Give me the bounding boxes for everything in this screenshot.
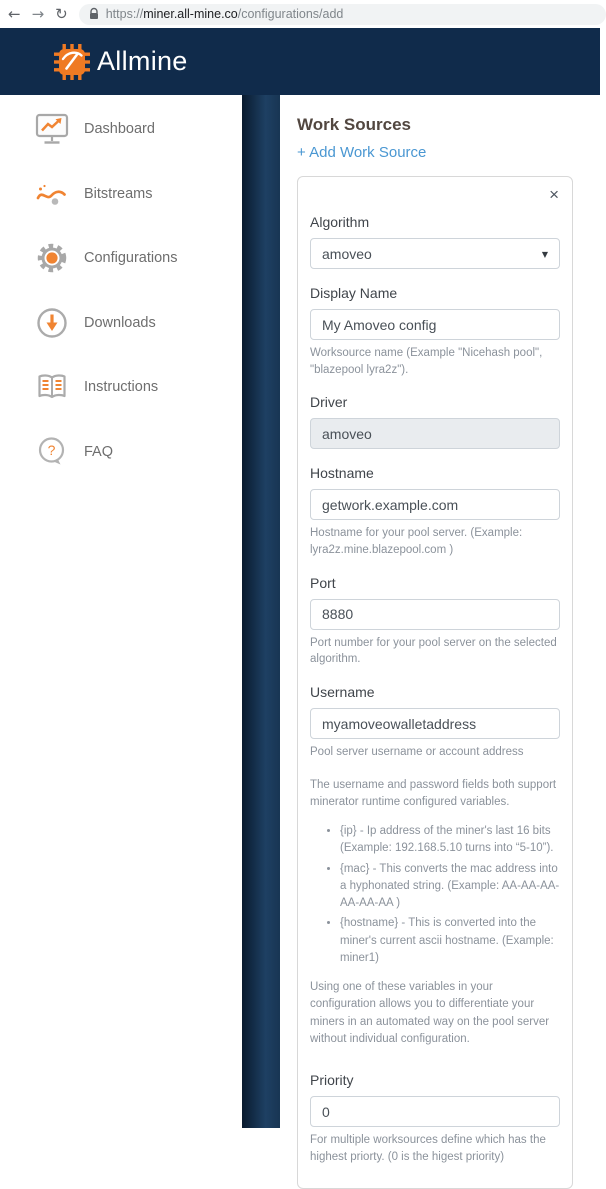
question-bubble-icon xyxy=(35,435,69,469)
hostname-input[interactable] xyxy=(310,489,560,520)
url-text xyxy=(106,7,344,21)
driver-label: Driver xyxy=(310,394,348,411)
display-name-input[interactable] xyxy=(310,309,560,340)
svg-text:?: ? xyxy=(47,441,56,458)
port-help: Port number for your pool server on the selected algorithm. xyxy=(310,636,557,666)
algorithm-select[interactable] xyxy=(310,238,560,269)
hostname-label: Hostname xyxy=(310,465,374,482)
url-path: /configurations/add xyxy=(237,7,344,21)
sidebar-item-label: FAQ xyxy=(84,443,114,460)
sidebar-item-label: Dashboard xyxy=(84,121,155,138)
variable-item-ip: • {ip} - Ip address of the miner's last 16 bits (Example: 192.168.5.10 turns into “5-10”). xyxy=(340,823,560,858)
bitstreams-wave-icon xyxy=(35,177,69,211)
sidebar-item-dashboard[interactable] xyxy=(0,97,242,162)
driver-group xyxy=(310,394,560,449)
algorithm-selected-value: amoveo xyxy=(322,245,372,262)
sidebar-item-configurations[interactable] xyxy=(0,226,242,291)
dashboard-monitor-chart-icon xyxy=(35,113,69,145)
open-book-icon xyxy=(35,370,69,404)
sidebar-item-label: Configurations xyxy=(84,250,178,267)
chevron-down-icon: ▼ xyxy=(541,250,548,259)
algorithm-label: Algorithm xyxy=(310,214,370,230)
priority-group xyxy=(310,1072,560,1165)
back-icon[interactable]: ← xyxy=(8,4,21,23)
variables-list xyxy=(310,823,560,967)
sidebar-item-label: Instructions xyxy=(84,379,159,396)
sidebar-item-bitstreams[interactable] xyxy=(0,162,242,227)
variables-intro-text: The username and password fields both support minerator runtime configured variables. xyxy=(310,778,557,808)
browser-toolbar xyxy=(0,0,600,28)
driver-input xyxy=(310,418,560,449)
username-input[interactable] xyxy=(310,708,560,739)
sidebar-item-label: Bitstreams xyxy=(84,185,153,202)
hostname-help: Hostname for your pool server. (Example: lyra2z.mine.blazepool.com ) xyxy=(310,527,523,557)
sidebar-nav xyxy=(0,95,242,1128)
priority-help: For multiple worksources define which has the highest priorty. (0 is the higest priority) xyxy=(310,1134,546,1163)
page-layout xyxy=(0,95,600,1163)
close-icon[interactable]: × xyxy=(549,185,559,204)
username-help: Pool server username or account address xyxy=(310,746,524,759)
reload-icon[interactable]: ↻ xyxy=(55,4,68,23)
algorithm-group xyxy=(310,214,560,269)
work-source-card xyxy=(297,176,573,1189)
variable-item-hostname: • {hostname} - This is converted into the miner's current ascii hostname. (Example: miner1) xyxy=(340,915,560,967)
variable-item-mac: • {mac} - This converts the mac address into a hyphonated string. (Example: AA-AA-AA-AA-AA-AA ) xyxy=(340,861,560,913)
sidebar-item-label: Downloads xyxy=(84,314,156,331)
port-input[interactable] xyxy=(310,599,560,630)
username-group xyxy=(310,684,560,761)
username-label: Username xyxy=(310,684,375,701)
url-host: miner.all-mine.co xyxy=(143,7,238,21)
display-name-label: Display Name xyxy=(310,285,398,301)
display-name-group xyxy=(310,285,560,378)
url-scheme: https:// xyxy=(105,7,144,21)
sidebar-item-faq[interactable] xyxy=(0,420,242,485)
main-content xyxy=(280,95,600,1163)
download-circle-icon xyxy=(35,306,69,340)
gear-icon xyxy=(35,241,69,275)
brand-name[interactable]: Allmine xyxy=(97,46,188,76)
address-bar[interactable] xyxy=(79,4,606,25)
display-name-help: Worksource name (Example "Nicehash pool", "blazepool lyra2z"). xyxy=(310,347,543,376)
port-group xyxy=(310,575,560,668)
app-header xyxy=(0,28,600,95)
hostname-group xyxy=(310,465,560,558)
variables-outro-text: Using one of these variables in your configuration allows you to differentiate your miners in an automated way on the pool server without individual configuration. xyxy=(310,981,550,1045)
sidebar-item-instructions[interactable] xyxy=(0,355,242,420)
allmine-chip-pickaxe-logo-icon[interactable] xyxy=(52,42,92,82)
page-title: Work Sources xyxy=(297,115,412,134)
sidebar-divider-strip xyxy=(242,95,280,1128)
add-work-source-link[interactable]: + Add Work Source xyxy=(297,144,427,161)
port-label: Port xyxy=(310,574,336,591)
lock-icon xyxy=(89,8,99,20)
priority-input[interactable] xyxy=(310,1096,560,1127)
sidebar-item-downloads[interactable] xyxy=(0,291,242,356)
forward-icon[interactable]: → xyxy=(31,4,45,23)
priority-label: Priority xyxy=(310,1072,354,1089)
